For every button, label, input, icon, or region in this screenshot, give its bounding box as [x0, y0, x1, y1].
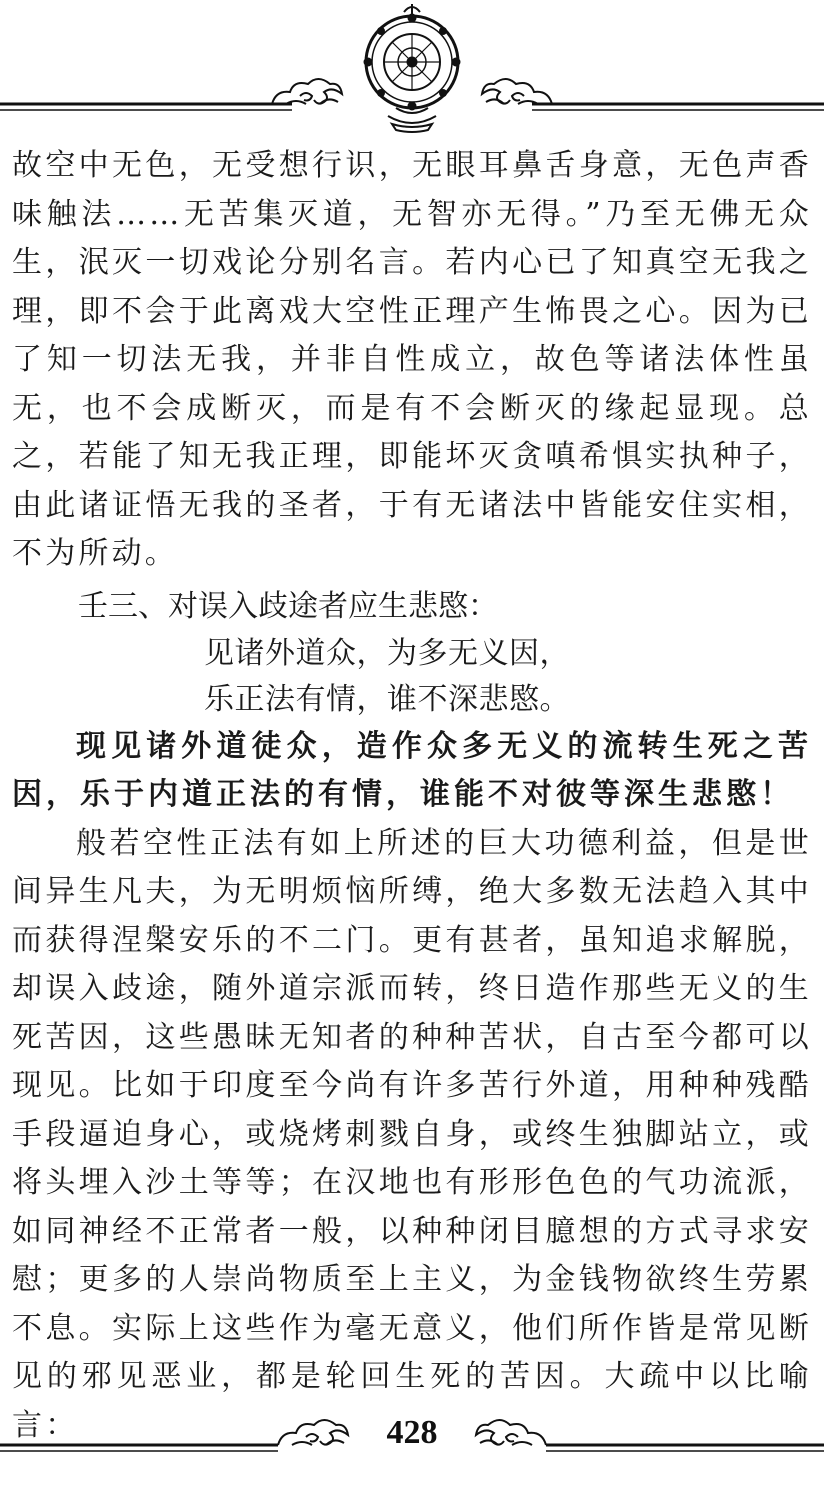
page-number: 428: [386, 1414, 438, 1451]
body-paragraph: 故空中无色，无受想行识，无眼耳鼻舌身意，无色声香味触法……无苦集灭道，无智亦无得。”乃至无佛无众生，泯灭一切戏论分别名言。若内心已了知真空无我之理，即不会于此离戏大空性正理产生怖畏之心。因为已了知一切法无我，并非自性成立，故色等诸法体性虽无，也不会成断灭，而是有不会断灭的缘起显现。总之，若能了知无我正理，即能坏灭贪嗔希惧实执种子，由此诸证悟无我的圣者，于有无诸法中皆能安住实相，不为所动。: [12, 148, 812, 571]
left-cloud-ornament: [272, 79, 342, 104]
verse-explanation: 现见诸外道徒众，造作众多无义的流转生死之苦因，乐于内道正法的有情，谁能不对彼等深生悲愍！: [12, 728, 812, 812]
section-heading: 壬三、对误入歧途者应生悲愍：: [78, 588, 498, 624]
dharma-wheel-icon: [364, 14, 460, 110]
page-body: [12, 142, 812, 1450]
header-ornament: [0, 0, 824, 140]
verse-line: 乐正法有情，谁不深悲愍。: [204, 681, 570, 717]
commentary-paragraph: 般若空性正法有如上所述的巨大功德利益，但是世间异生凡夫，为无明烦恼所缚，绝大多数无法趋入其中而获得涅槃安乐的不二门。更有甚者，虽知追求解脱，却误入歧途，随外道宗派而转，终日造作那些无义的生死苦因，这些愚昧无知者的种种苦状，自古至今都可以现见。比如于印度至今尚有许多苦行外道，用种种残酷手段逼迫身心，或烧烤刺戮自身，或终生独脚站立，或将头埋入沙土等等；在汉地也有形形色色的气功流派，如同神经不正常者一般，以种种闭目臆想的方式寻求安慰；更多的人崇尚物质至上主义，为金钱物欲终生劳累不息。实际上这些作为毫无意义，他们所作皆是常见断见的邪见恶业，都是轮回生死的苦因。大疏中以比喻言：: [12, 825, 812, 1443]
right-cloud-ornament: [482, 79, 552, 104]
verse-line: 见诸外道众，为多无义因，: [204, 635, 570, 671]
